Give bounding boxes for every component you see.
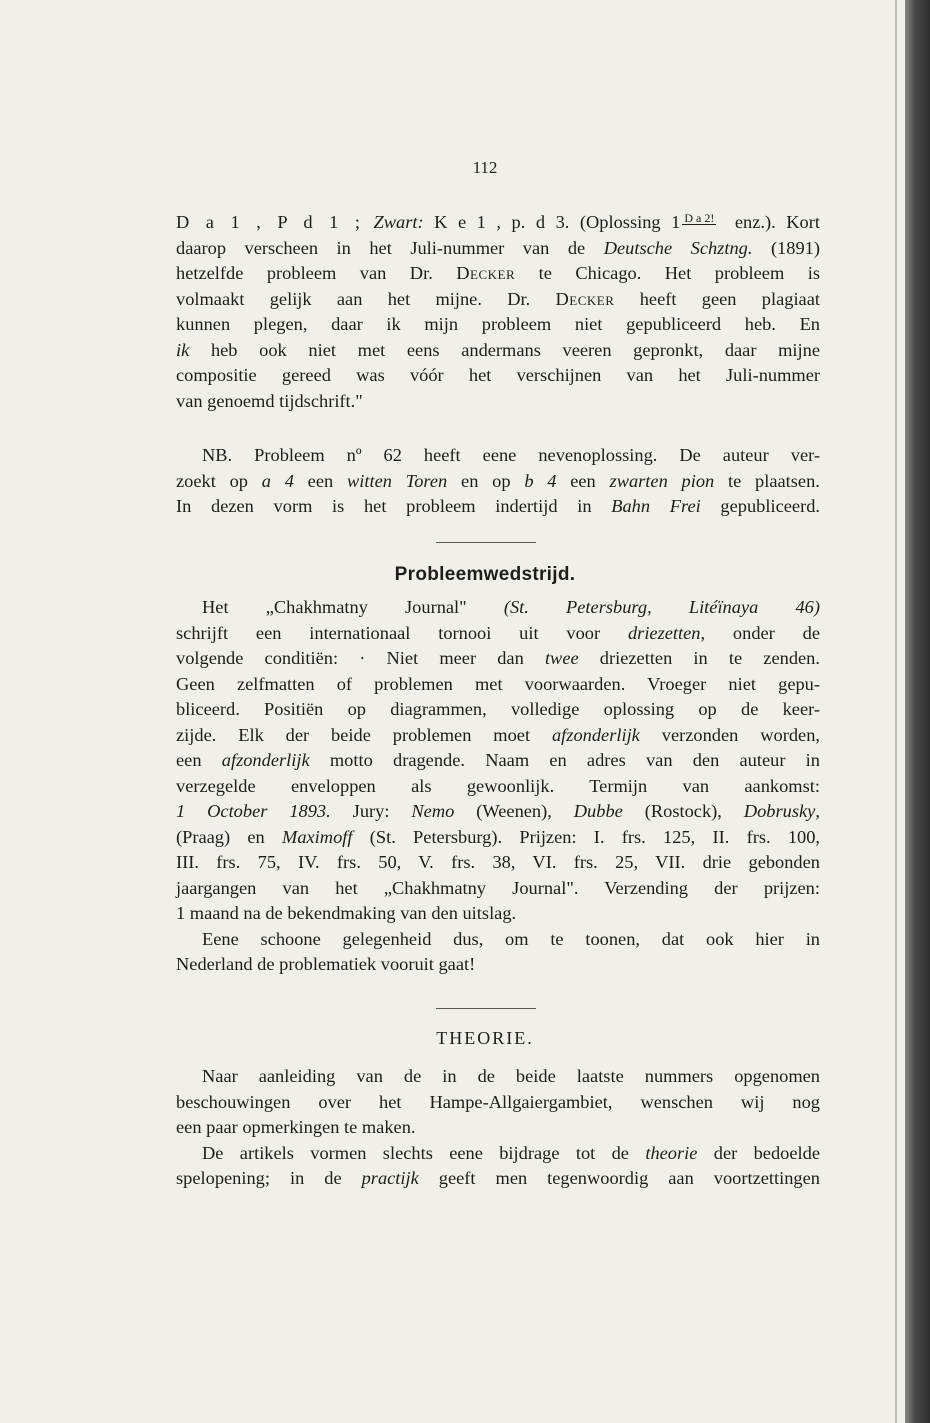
divider-rule	[436, 1008, 536, 1009]
page-number: 112	[472, 158, 498, 177]
text-span: (Rostock),	[644, 801, 722, 821]
text-span: K e 1 , p. d 3. (Oplossing 1	[434, 212, 681, 232]
page-edge-line	[895, 0, 897, 1423]
text-line	[176, 646, 820, 672]
text-line: verzegelde enveloppen als gewoonlijk. Termijn van aankomst:	[176, 775, 820, 796]
text-span: en op	[461, 470, 511, 491]
text-line: van genoemd tijdschrift."	[176, 390, 363, 411]
italic-text: ik	[176, 339, 190, 360]
text-span: volmaakt gelijk aan het mijne. Dr.	[176, 288, 531, 309]
text-span: geeft men tegenwoordig aan voortzettingen	[438, 1168, 820, 1188]
italic-text: afzonderlijk	[551, 724, 640, 745]
text-line	[176, 748, 820, 774]
contest-paragraph	[176, 595, 820, 978]
theorie-paragraph	[176, 1064, 820, 1192]
text-line: III. frs. 75, IV. frs. 50, V. frs. 38, VI. frs. 25, VII. drie gebonden	[176, 852, 820, 872]
text-span: een	[307, 470, 334, 491]
text-line	[176, 1166, 820, 1192]
text-span: verzonden worden,	[661, 724, 820, 745]
text-line	[176, 236, 820, 262]
text-line	[176, 825, 820, 851]
text-span: D a 1 , P d 1 ;	[176, 212, 363, 232]
text-span: schrijft een internationaal tornooi uit voor	[176, 622, 601, 643]
text-span: enz.). Kort	[734, 212, 820, 232]
text-span: zoekt op	[176, 470, 248, 491]
text-span: der bedoelde	[713, 1142, 820, 1163]
text-line: jaargangen van het „Chakhmatny Journal". Verzending der prijzen:	[176, 877, 820, 898]
text-span: hetzelfde probleem van Dr.	[176, 263, 433, 283]
italic-text: a 4	[261, 470, 294, 491]
nb-paragraph	[176, 443, 820, 520]
text-span: gepubliceerd.	[720, 496, 820, 516]
text-line: Eene schoone gelegenheid dus, om te toonen, dat ook hier in	[202, 928, 820, 949]
text-span: driezetten in te zenden.	[599, 648, 820, 668]
text-span: heeft geen plagiaat	[639, 288, 820, 309]
italic-text: Zwart:	[373, 212, 424, 232]
text-span: te Chicago. Het probleem is	[538, 263, 820, 283]
fraction-numerator: D a 2!	[684, 211, 715, 226]
letter-paragraph	[176, 210, 820, 414]
text-line	[176, 1141, 820, 1167]
text-line	[176, 261, 820, 287]
italic-text: practijk	[361, 1168, 419, 1188]
text-span: een	[176, 750, 202, 770]
text-span: In dezen vorm is het probleem indertijd in	[176, 496, 592, 516]
author-name: Decker	[555, 288, 615, 309]
author-name: Decker	[456, 263, 516, 283]
text-line	[176, 210, 820, 236]
italic-text: afzonderlijk	[221, 750, 310, 770]
section-title-theorie: THEORIE.	[436, 1028, 534, 1048]
italic-text: Dobrusky	[743, 801, 816, 821]
text-span: (Weenen),	[476, 801, 552, 821]
text-line	[176, 338, 820, 364]
section-title-probleemwedstrijd: Probleemwedstrijd.	[394, 564, 576, 585]
text-span: zijde. Elk der beide problemen moet	[176, 724, 531, 745]
text-line: Nederland de problematiek vooruit gaat!	[176, 954, 476, 974]
italic-text: 1 October 1893.	[176, 801, 331, 821]
page-edge-shadow	[905, 0, 930, 1423]
italic-text: witten Toren	[346, 470, 448, 491]
text-span: een	[570, 470, 596, 491]
text-span: (St. Petersburg). Prijzen: I. frs. 125, II. frs. 100,	[369, 826, 821, 847]
text-span: De artikels vormen slechts eene bijdrage tot de	[202, 1142, 629, 1163]
text-span: te plaatsen.	[728, 470, 820, 491]
text-line	[176, 494, 820, 520]
italic-text: (St. Petersburg, Litéïnaya 46)	[503, 597, 820, 617]
italic-text: Bahn Frei	[611, 496, 701, 516]
text-line	[176, 287, 820, 313]
text-span: ,	[815, 801, 820, 821]
text-line: bliceerd. Positiën op diagrammen, volledige oplossing op de keer-	[176, 699, 820, 719]
italic-text: Nemo	[411, 801, 455, 821]
italic-text: Deutsche Schztng.	[603, 237, 753, 258]
italic-text: theorie	[645, 1142, 698, 1163]
italic-text: Maximoff	[282, 826, 353, 847]
italic-text: Dubbe	[573, 801, 623, 821]
divider-rule	[436, 542, 536, 543]
text-line: 1 maand na de bekendmaking van den uitslag.	[176, 903, 517, 923]
italic-text: zwarten pion	[609, 470, 715, 491]
text-line: kunnen plegen, daar ik mijn probleem niet gepubliceerd heb. En	[176, 314, 820, 334]
text-line	[176, 469, 820, 495]
text-span: heb ook niet met eens andermans veeren gepronkt, daar mijne	[210, 339, 820, 360]
text-span: (1891)	[770, 237, 820, 258]
text-line	[176, 621, 820, 647]
text-line: Geen zelfmatten of problemen met voorwaarden. Vroeger niet gepu-	[176, 673, 820, 694]
text-line: compositie gereed was vóór het verschijnen van het Juli-nummer	[176, 365, 820, 385]
text-line: NB. Probleem nº 62 heeft eene nevenoplossing. De auteur ver-	[202, 445, 820, 465]
italic-text: twee	[544, 648, 579, 668]
text-span: spelopening; in de	[176, 1168, 342, 1188]
fraction	[682, 212, 716, 235]
text-line: Naar aanleiding van de in de beide laatste nummers opgenomen	[202, 1066, 820, 1086]
text-line: beschouwingen over het Hampe-Allgaiergambiet, wenschen wij nog	[176, 1091, 820, 1112]
text-line	[176, 723, 820, 749]
text-span: volgende conditiën: · Niet meer dan	[176, 648, 524, 668]
text-span: Het „Chakhmatny Journal"	[202, 597, 467, 617]
text-line	[176, 595, 820, 621]
text-span: (Praag) en	[176, 826, 265, 847]
italic-text: driezetten	[627, 622, 701, 643]
text-span: , onder de	[700, 622, 820, 643]
italic-text: b 4	[524, 470, 557, 491]
text-span: daarop verscheen in het Juli-nummer van de	[176, 237, 586, 258]
text-line	[176, 799, 820, 825]
text-span: motto dragende. Naam en adres van den auteur in	[329, 750, 820, 770]
text-line: een paar opmerkingen te maken.	[176, 1117, 416, 1137]
text-span: Jury:	[352, 801, 390, 821]
